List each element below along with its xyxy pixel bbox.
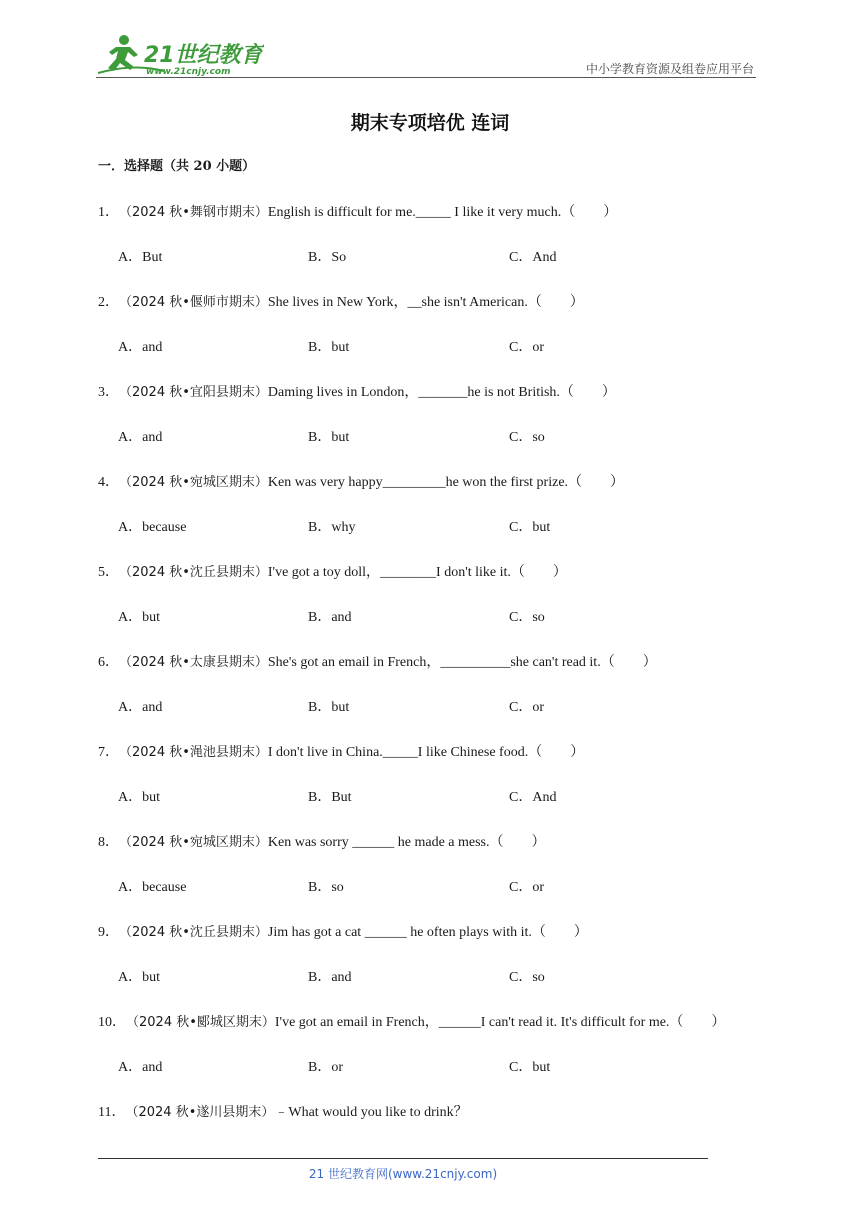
question-src: （2024 秋•宜阳县期末） (119, 385, 268, 400)
question-num: 2． (98, 295, 119, 310)
question-6 (98, 651, 778, 671)
question-num: 3． (98, 385, 119, 400)
question-num: 5． (98, 565, 119, 580)
question-10 (98, 1011, 778, 1031)
question-stem: I've got a toy doll，________I don't like it.（ ） (267, 565, 567, 580)
question-9-options (98, 966, 778, 986)
option-c[interactable]: C．And (509, 250, 557, 265)
option-c[interactable]: C．or (509, 700, 544, 715)
option-b[interactable]: B．or (308, 1060, 343, 1075)
question-7-options (98, 786, 778, 806)
question-5 (98, 561, 778, 581)
question-3 (98, 381, 778, 401)
question-7 (98, 741, 778, 761)
question-1 (98, 201, 778, 221)
option-b[interactable]: B．so (308, 880, 344, 895)
svg-text:www.21cnjy.com: www.21cnjy.com (146, 67, 231, 77)
header-tagline: 中小学教育资源及组卷应用平台 (585, 62, 754, 76)
option-c[interactable]: C．or (509, 340, 544, 355)
question-src: （2024 秋•沈丘县期末） (119, 565, 268, 580)
question-src: （2024 秋•宛城区期末） (119, 475, 268, 490)
question-1-options (98, 246, 778, 266)
option-c[interactable]: C．And (509, 790, 557, 805)
question-11 (98, 1101, 778, 1121)
section-heading: 一．选择题（共 20 小题） (98, 159, 256, 174)
question-stem: Ken was sorry ______ he made a mess.（ ） (267, 835, 546, 850)
question-2-options (98, 336, 778, 356)
question-num: 6． (98, 655, 119, 670)
option-c[interactable]: C．but (509, 1060, 551, 1075)
question-4-options (98, 516, 778, 536)
question-num: 9． (98, 925, 119, 940)
question-num: 11． (98, 1105, 126, 1120)
option-a[interactable]: A．but (118, 970, 160, 985)
question-num: 8． (98, 835, 119, 850)
option-a[interactable]: A．and (118, 1060, 163, 1075)
svg-text:21世纪教育: 21世纪教育 (144, 43, 263, 68)
question-5-options (98, 606, 778, 626)
option-a[interactable]: A．and (118, 700, 163, 715)
option-a[interactable]: A．and (118, 430, 163, 445)
question-9 (98, 921, 778, 941)
option-c[interactable]: C．or (509, 880, 544, 895)
question-6-options (98, 696, 778, 716)
question-src: （2024 秋•沈丘县期末） (119, 925, 268, 940)
question-10-options (98, 1056, 778, 1076)
option-c[interactable]: C．so (509, 610, 545, 625)
question-src: （2024 秋•郾城区期末） (126, 1015, 275, 1030)
question-8 (98, 831, 778, 851)
runner-logo-icon (94, 33, 264, 77)
option-b[interactable]: B．why (308, 520, 356, 535)
option-b[interactable]: B．and (308, 610, 352, 625)
question-4 (98, 471, 778, 491)
question-8-options (98, 876, 778, 896)
header-divider (96, 77, 756, 78)
question-stem: She's got an email in French，__________she can't read it.（ ） (267, 655, 657, 670)
option-b[interactable]: B．But (308, 790, 352, 805)
question-stem: Jim has got a cat ______ he often plays with it.（ ） (267, 925, 588, 940)
site-logo[interactable] (94, 33, 264, 77)
option-a[interactable]: A．because (118, 880, 187, 895)
question-2 (98, 291, 778, 311)
page-title: 期末专项培优 连词 (350, 112, 510, 134)
question-num: 4． (98, 475, 119, 490)
question-src: （2024 秋•宛城区期末） (119, 835, 268, 850)
option-a[interactable]: A．and (118, 340, 163, 355)
question-stem: English is difficult for me._____ I like it very much.（ ） (267, 205, 618, 220)
footer-divider (98, 1158, 708, 1159)
question-src: （2024 秋•偃师市期末） (119, 295, 268, 310)
question-num: 7． (98, 745, 119, 760)
question-stem: ﹣What would you like to drink？ (274, 1105, 468, 1120)
option-b[interactable]: B．but (308, 700, 350, 715)
question-stem: I've got an email in French，______I can't read it. It's difficult for me.（ ） (274, 1015, 726, 1030)
option-a[interactable]: A．But (118, 250, 163, 265)
question-stem: She lives in New York，__she isn't American.（ ） (267, 295, 584, 310)
option-a[interactable]: A．because (118, 520, 187, 535)
question-num: 10． (98, 1015, 126, 1030)
question-stem: Ken was very happy_________he won the first prize.（ ） (267, 475, 625, 490)
question-src: （2024 秋•遂川县期末） (125, 1105, 275, 1120)
question-src: （2024 秋•太康县期末） (119, 655, 268, 670)
question-stem: I don't live in China._____I like Chinese food.（ ） (267, 745, 585, 760)
option-a[interactable]: A．but (118, 790, 160, 805)
question-stem: Daming lives in London，_______he is not British.（ ） (267, 385, 616, 400)
option-b[interactable]: B．but (308, 340, 350, 355)
question-src: （2024 秋•舞钢市期末） (119, 205, 268, 220)
option-b[interactable]: B．and (308, 970, 352, 985)
question-src: （2024 秋•渑池县期末） (119, 745, 268, 760)
option-a[interactable]: A．but (118, 610, 160, 625)
question-3-options (98, 426, 778, 446)
option-c[interactable]: C．so (509, 430, 545, 445)
footer-link[interactable]: 21 世纪教育网(www.21cnjy.com) (308, 1167, 498, 1181)
option-b[interactable]: B．but (308, 430, 350, 445)
page-header (0, 0, 860, 80)
option-c[interactable]: C．so (509, 970, 545, 985)
option-b[interactable]: B．So (308, 250, 347, 265)
question-num: 1． (98, 205, 119, 220)
option-c[interactable]: C．but (509, 520, 551, 535)
